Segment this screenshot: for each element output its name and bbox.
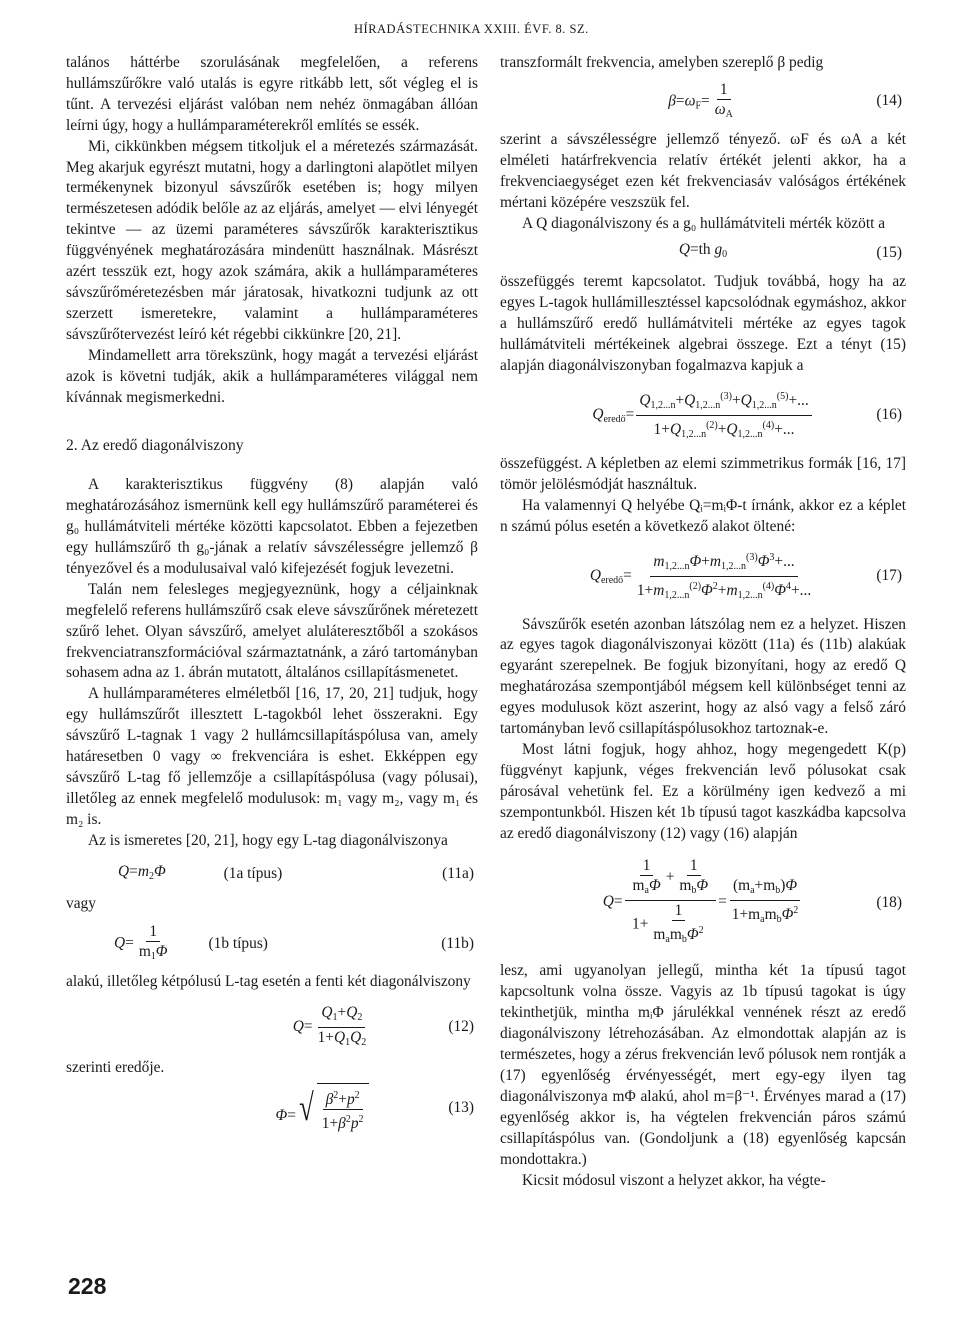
left-column xyxy=(66,53,478,1139)
equation-number: (14) xyxy=(876,92,902,110)
paragraph: összefüggés teremt kapcsolatot. Tudjuk továbbá, hogy ha az egyes L-tagok hullámillesztéssel kapcsolódnak egymáshoz, akkor a hullámszűrő eredő hullámátviteli mértéke az egyes tagok hullámátviteli mértékeinek algebrai összege. Ezt a tényt (15) alapján diagonálviszonyban fogalmazva kapjuk a xyxy=(500,273,906,374)
paragraph: alakú, illetőleg kétpólusú L-tag esetén a fenti két diagonálviszony xyxy=(66,973,471,991)
equation-17: $Q_{eredő}=$ $\frac{m_{1,2...n}\Phi+m_{1,2...n}^{(3)}\Phi^3+...}{1+m_{1,2...n}^{(2)}\Phi^2+m_{1,2...n}^{(4)}\Phi^4+...}$ (17) xyxy=(500,548,906,605)
paragraph: Mindamellett arra törekszünk, hogy magát a tervezési eljárást azok is követni tudják, akik a hullámparaméteres világgal nem kívánnak megismerkedni. xyxy=(66,346,478,406)
equation-number: (15) xyxy=(876,243,902,261)
conjunction: vagy xyxy=(66,894,96,912)
paragraph: A Q diagonálviszony és a g₀ hullámátviteli mérték között a xyxy=(522,214,886,232)
equation-11a: $Q=m_2\Phi$ (1a típus) (11a) xyxy=(66,862,478,888)
equation-15: Q=th $g_0$ (15) xyxy=(500,240,906,266)
equation-number: (18) xyxy=(876,893,902,911)
paragraph: szerint a sávszélességre jellemző tényező. ωF és ωA a két elméleti határfrekvencia relatív értékét jelenti akkor, ha a frekvenciaegységet ezen két frekvenciasáv valóságos értékének mértani középére veszszük fel. xyxy=(500,130,906,211)
equation-12: Q= $\frac{Q_1+Q_2}{1+Q_1Q_2}$ (12) xyxy=(292,1004,474,1049)
equation-13: Φ= √ $\frac{\beta^2+p^2}{1+\beta^2p^2}$ (13) xyxy=(66,1083,478,1133)
paragraph: összefüggést. A képletben az elemi szimmetrikus formák [16, 17] tömör jelölésmódját használtuk. xyxy=(500,454,906,493)
paragraph: A karakterisztikus függvény (8) alapján való meghatározásához ismernünk kell egy hullámszűrő paraméterei és g₀ hullámátviteli mértéke közötti kapcsolatot. Ebben a fejezetben egy hullámszűrő th g₀-jának a relatív sávszélességre jellemző β tényezővel és a modulusaival való kifejezését fogjuk levezetni. xyxy=(66,476,478,577)
page-number: 228 xyxy=(68,1273,107,1299)
equation-18: Q= $\frac{1}{m_a\Phi}$ + $\frac{1}{m_b\Phi}$ 1+ $\frac{1}{m_am_b\Phi^2}$ = $\frac{(m_a+m_b)\Phi}{1+m_am_b\Phi^2}$ (18) xyxy=(602,857,902,946)
paragraph: Sávszűrők esetén azonban látszólag nem ez a helyzet. Hiszen az egyes tagok diagonálviszonyai között (11a) és (11b) alakúak egyaránt szerepelnek. Be fogjuk bizonyítani, hogy az eredő Q meghatározása szempontjából mégsem kell különbséget tenni az egyes modulusok közt aszerint, hogy az alsó vagy a felső záró tartományban levő csillapításpólusokhoz tartoznak-e. xyxy=(500,615,906,738)
equation-number: (13) xyxy=(448,1098,474,1116)
section-heading: 2. Az eredő diagonálviszony xyxy=(66,437,244,455)
paragraph: Mi, cikkünkben mégsem titkoljuk el a méretezés származását. Meg akarjuk egyrészt mutatni, hogy a darlingtoni alapötlet milyen termékenynek bizonyul sávszűrők esetében is; hogy milyen természetesen adódik belőle az az eljárás, amelyet — elvi lényegét tekintve — az üzemi paraméteres sávszűrők karakterisztikus függvényének meghatározására mindenütt használnak. Másrészt azért tesszük ezt, hogy azok számára, akik a hullámparaméteres sávszűrőméretezésben már járatosak, hivatkozni tudjunk az ott szerzett ismeretekre, valamint a hullámparaméteres sávszűrőtervezést leíró két régebbi cikkünkre [20, 21]. xyxy=(66,137,478,343)
paragraph: talános háttérbe szorulásának megfelelően, a referens hullámszűrőkre való utalás is egyre ritkább lett, sőt végleg el is tűnt. A tervezési eljárást valóban nem nehéz önmagában állóan leírni úgy, hogy a hullámparaméterekről említés se essék. xyxy=(66,54,478,134)
running-header: HÍRADÁSTECHNIKA XXIII. ÉVF. 8. SZ. xyxy=(354,22,589,36)
equation-14: $\beta=\omega_F=$ $\frac{1}{\omega_A}$ (14) xyxy=(668,80,902,120)
paragraph: transzformált frekvencia, amelyben szereplő β pedig xyxy=(500,54,824,71)
equation-number: (12) xyxy=(448,1018,474,1036)
equation-number: (17) xyxy=(876,566,902,584)
right-column xyxy=(500,53,906,1191)
equation-number: (11a) xyxy=(442,865,474,883)
equation-number: (11b) xyxy=(441,934,474,952)
paragraph: Most látni fogjuk, hogy ahhoz, hogy megengedett K(p) függvényt kapjunk, véges frekvencián levő pólusokat csak párosával vehetünk fel. Ez a körülmény igen kedvező a mi szempontunkból. Hiszen két 1b típusú tagot kaszkádba kapcsolva az eredő diagonálviszony (12) vagy (16) alapján xyxy=(500,740,906,842)
equation-11b: Q= $\frac{1}{m_1\Phi}$ (1b típus) (11b) xyxy=(114,923,474,963)
paragraph: A hullámparaméteres elméletből [16, 17, 20, 21] tudjuk, hogy egy hullámszűrőt illesztett L-tagokból lehet összerakni. Egy sávszűrő L-tagnak 1 vagy 2 hullámcsillapításpólusa van, amely határesetben 0 vagy ∞ frekvenciára is eshet. Ekképpen egy sávszűrő L-tag fő jellemzője a csillapításpólusa (vagy pólusai), illetőleg az ennek megfelelő modulusok: m₁ vagy m₂, vagy m₁ és m₂ is. xyxy=(66,685,478,828)
equation-16: $Q_{eredő}=$ $\frac{Q_{1,2...n}+Q_{1,2...n}^{(3)}+Q_{1,2...n}^{(5)}+...}{1+Q_{1,2...n}^{(2)}+Q_{1,2...n}^{(4)}+...}$ (16) xyxy=(500,387,906,444)
equation-type-label: (1b típus) xyxy=(208,934,268,952)
equation-number: (16) xyxy=(876,405,902,423)
paragraph: Az is ismeretes [20, 21], hogy egy L-tag diagonálviszonya xyxy=(88,831,448,849)
paragraph: Kicsit módosul viszont a helyzet akkor, ha végte- xyxy=(522,1171,826,1189)
equation-type-label: (1a típus) xyxy=(223,865,283,883)
paragraph: szerinti eredője. xyxy=(66,1059,165,1077)
paragraph: Ha valamennyi Q helyébe Qᵢ=mᵢΦ-t írnánk, akkor ez a képlet n számú pólus esetén a következő alakot öltené: xyxy=(500,496,906,535)
paragraph: lesz, ami ugyanolyan jellegű, mintha két 1a típusú tagot kapcsoltunk volna össze. Vagyis az 1b típusú tagokat is úgy tekinthetjük, mintha mᵢΦ járulékkal vennének részt az eredő diagonálviszony létrehozásában. Az elmondottak alapján az is természetes, hogy a zérus frekvencián levő pólusok nem rontják a (17) egyenlőség érvényességét, mert egy-egy ilyen tag diagonálviszonya mΦ alakú, ahol m=β⁻¹. Érvényes marad a (17) egyenlőség akkor is, ha végtelen frekvencián páros számú csillapításpólus van. (Gondoljunk a (18) egyenlőség kapcsán mondottakra.) xyxy=(500,962,906,1168)
paragraph: Talán nem felesleges megjegyeznünk, hogy a céljainknak megfelelő referens hullámszűrő csak eleve sávszűrőnek méretezett szűrő lehet. Olyan sávszűrő, amelyet aluláteresztőből a szokásos frekvenciatranszformációval származtatnánk, a záró tartományban sohasem adna az 1. ábrán mutatott, általános csillapításmenetet. xyxy=(66,580,478,682)
